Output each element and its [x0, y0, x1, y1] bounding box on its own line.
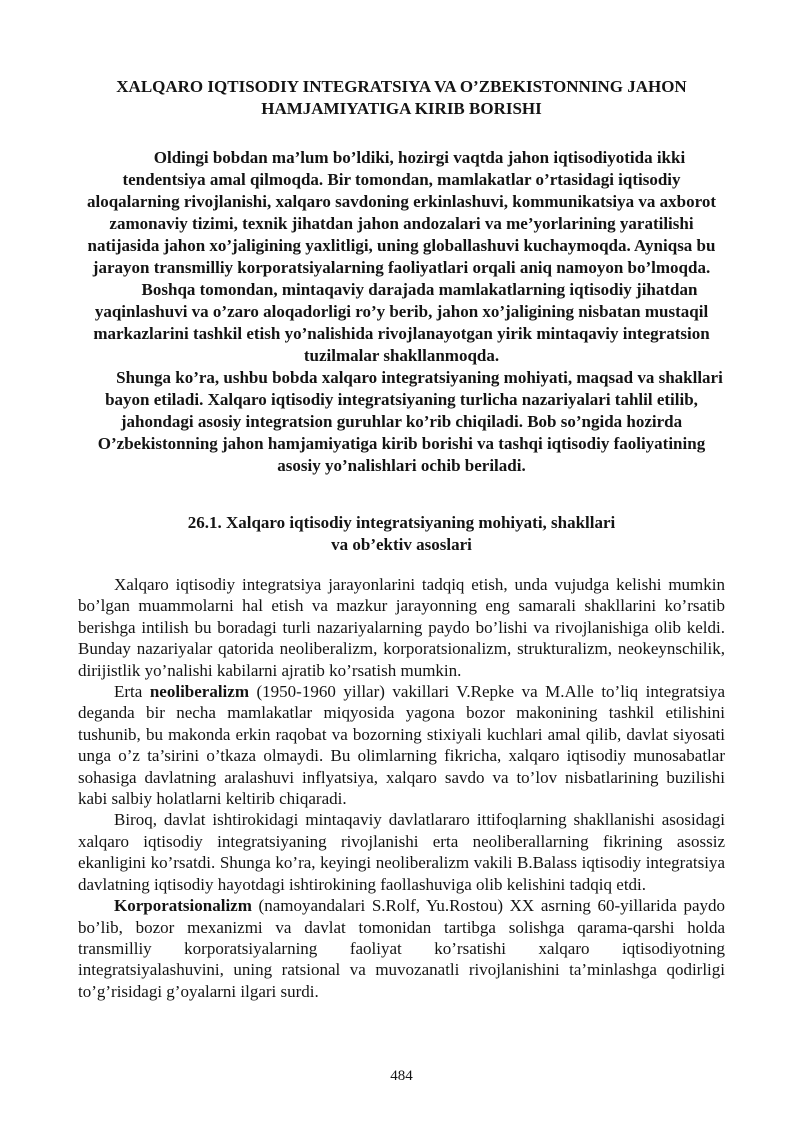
body-paragraph — [78, 895, 725, 1002]
body-paragraph: Xalqaro iqtisodiy integratsiya jarayonlarini tadqiq etish, unda vujudga kelishi mumkin bo’lgan muammolarni hal etish va mazkur jarayonning eng samarali shakllarini ko’rsatib berishga intilish bu boradagi turli nazariyalarning paydo bo’lishi va rivojlanishiga olib keldi. Bunday nazariyalar qatorida neoliberalizm, korporatsionalizm, strukturalizm, neokeynschilik, dirijistlik yo’nalishi kabilarni ajratib ko’rsatish mumkin. — [78, 575, 725, 680]
term-corporatism: Korporatsionalizm — [114, 896, 252, 916]
paragraph-text: (namoyandalari S.Rolf, Yu.Rostou) XX asrning 60-yillarida paydo bo’lib, bozor mexanizmi va davlat tomonidan tartibga solishga qarama-qarshi holda transmilliy korporatsiyalarning faoliyat ko’rsatishi xalqaro iqtisodiyotning integratsiyalashuvini, uning ratsional va muvozanatli rivojlanishini ta’minlashga qodirligi to’g’risidagi g’oyalarni ilgari surdi. — [78, 896, 725, 1001]
section-body — [78, 574, 725, 1002]
paragraph-lead: Erta — [114, 682, 150, 702]
chapter-title — [78, 76, 725, 120]
chapter-introduction — [78, 147, 725, 477]
paragraph-text: (1950-1960 yillar) vakillari V.Repke va M.Alle to’liq integratsiya deganda bir necha mamlakatlar miqyosida yagona bozor makonining tashkil etilishini tushunib, bu makonda erkin raqobat va bozorning stixiyali kuchlari amal qilib, davlat siyosati unga o’z ta’sirini o’tkaza olmaydi. Bu olimlarning fikricha, xalqaro iqtisodiy munosabatlar sohasiga davlatning aralashuvi inflyatsiya, xalqaro savdo va to’lov nisbatlarining buzilishi kabi salbiy holatlarni keltirib chiqaradi. — [78, 682, 725, 809]
section-title — [78, 512, 725, 556]
section-title-line-1: 26.1. Xalqaro iqtisodiy integratsiyaning mohiyati, shakllari — [187, 513, 616, 532]
term-neoliberalism: neoliberalizm — [149, 682, 249, 702]
intro-paragraph: Oldingi bobdan ma’lum bo’ldiki, hozirgi vaqtda jahon iqtisodiyotida ikki tendentsiya amal qilmoqda. Bir tomondan, mamlakatlar o’rtasidagi iqtisodiy aloqalarning rivojlanishi, xalqaro savdoning erkinlashuvi, kommunikatsiya va axborot zamonaviy tizimi, texnik jihatdan jahon andozalari va me’yorlarining yaratilishi natijasida jahon xo’jaligining yaxlitligi, uning globallashuvi kuchaymoqda. Ayniqsa bu jarayon transmilliy korporatsiyalarning faoliyatlari orqali aniq namoyon bo’lmoqda. — [87, 148, 716, 277]
chapter-title-line-1: XALQARO IQTISODIY INTEGRATSIYA VA O’ZBEKISTONNING JAHON — [116, 77, 687, 96]
section-title-line-2: va ob’ektiv asoslari — [331, 535, 472, 554]
intro-paragraph: Shunga ko’ra, ushbu bobda xalqaro integratsiyaning mohiyati, maqsad va shakllari bayon etiladi. Xalqaro iqtisodiy integratsiyaning turlicha nazariyalari tahlil etilib, jahondagi asosiy integratsion guruhlar ko’rib chiqiladi. Bob so’ngida hozirda O’zbekistonning jahon hamjamiyatiga kirib borishi va tashqi iqtisodiy faoliyatining asosiy yo’nalishlari ochib beriladi. — [97, 368, 723, 475]
intro-paragraph: Boshqa tomondan, mintaqaviy darajada mamlakatlarning iqtisodiy jihatdan yaqinlashuvi va o’zaro aloqadorligi ro’y berib, jahon xo’jaligining nisbatan mustaqil markazlarini tashkil etish yo’nalishida rivojlanayotgan yirik mintaqaviy integratsion tuzilmalar shakllanmoqda. — [93, 280, 710, 365]
page-number: 484 — [390, 1068, 413, 1084]
body-paragraph — [78, 681, 725, 809]
body-paragraph: Biroq, davlat ishtirokidagi mintaqaviy davlatlararo ittifoqlarning shakllanishi asosidagi xalqaro iqtisodiy integratsiyaning rivojlanishi erta neoliberallarning fikrining asossiz ekanligini ko’rsatdi. Shunga ko’ra, keyingi neoliberalizm vakili B.Balass iqtisodiy integratsiya davlatning iqtisodiy hayotdagi ishtirokining faollashuviga olib kelishini tadqiq etdi. — [78, 810, 725, 894]
chapter-title-line-2: HAMJAMIYATIGA KIRIB BORISHI — [261, 99, 542, 118]
